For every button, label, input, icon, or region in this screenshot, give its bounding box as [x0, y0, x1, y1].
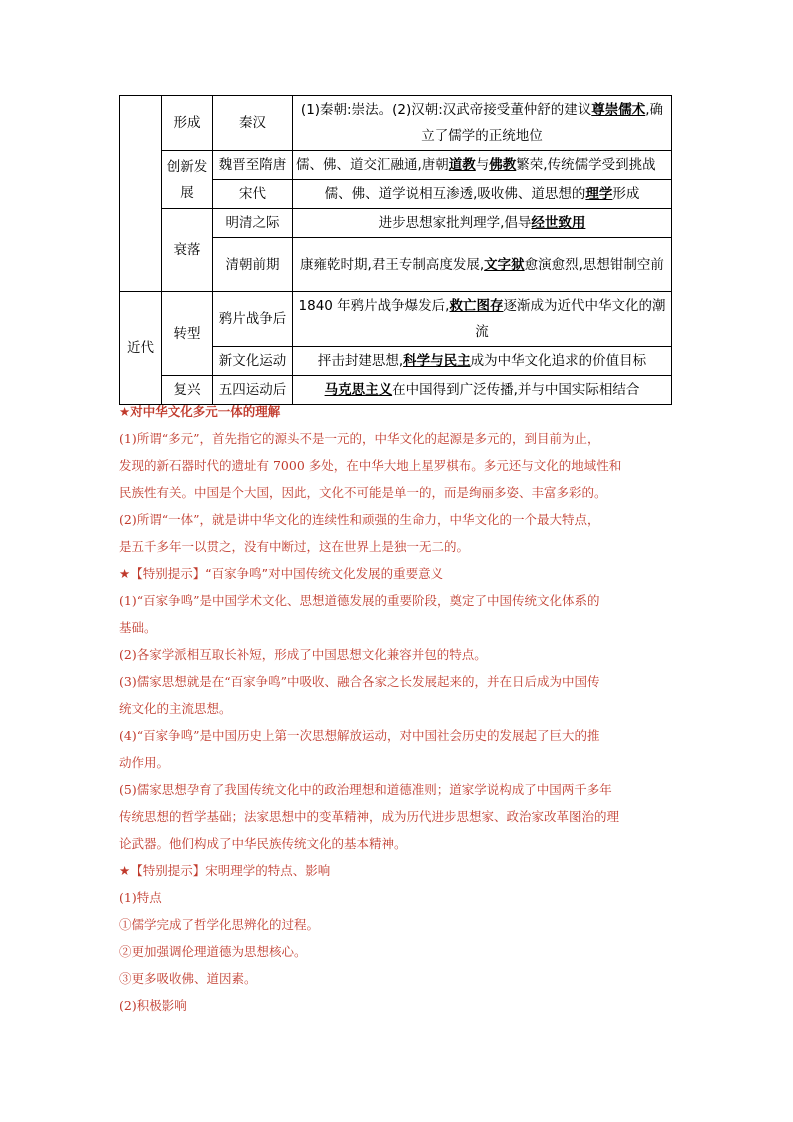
period-cell: 近代	[120, 292, 162, 405]
era-cell: 鸦片战争后	[213, 292, 293, 347]
stage-cell: 转型	[162, 292, 213, 376]
era-cell: 清朝前期	[213, 238, 293, 292]
content-cell: 1840 年鸦片战争爆发后,救亡图存逐渐成为近代中华文化的潮流	[293, 292, 672, 347]
note-line: (2)积极影响	[119, 998, 187, 1013]
content-cell: 抨击封建思想,科学与民主成为中华文化追求的价值目标	[293, 347, 672, 376]
note-line: (4)“百家争鸣”是中国历史上第一次思想解放运动，对中国社会历史的发展起了巨大的推	[119, 728, 600, 743]
table-row	[120, 151, 672, 180]
table-row	[120, 209, 672, 238]
content-cell: (1)秦朝:崇法。(2)汉朝:汉武帝接受董仲舒的建议尊崇儒术,确立了儒学的正统地位	[293, 96, 672, 151]
era-cell: 宋代	[213, 180, 293, 209]
note-line: 论武器。他们构成了中华民族传统文化的基本精神。	[119, 836, 407, 851]
period-cell	[120, 96, 162, 292]
section-heading: ★【特别提示】“百家争鸣”对中国传统文化发展的重要意义	[119, 566, 444, 581]
note-line: ①儒学完成了哲学化思辨化的过程。	[119, 917, 320, 932]
content-cell: 马克思主义在中国得到广泛传播,并与中国实际相结合	[293, 376, 672, 405]
era-cell: 魏晋至隋唐	[213, 151, 293, 180]
history-table	[119, 95, 672, 405]
note-line: (2)各家学派相互取长补短，形成了中国思想文化兼容并包的特点。	[119, 647, 487, 662]
note-line: (3)儒家思想就是在“百家争鸣”中吸收、融合各家之长发展起来的，并在日后成为中国传	[119, 674, 600, 689]
note-line: 民族性有关。中国是个大国，因此，文化不可能是单一的，而是绚丽多姿、丰富多彩的。	[119, 485, 607, 500]
era-cell: 五四运动后	[213, 376, 293, 405]
content-cell: 儒、佛、道交汇融通,唐朝道教与佛教繁荣,传统儒学受到挑战	[293, 151, 672, 180]
note-line: 动作用。	[119, 755, 170, 770]
note-line: (2)所谓“一体”，就是讲中华文化的连续性和顽强的生命力，中华文化的一个最大特点，	[119, 512, 600, 527]
era-cell: 明清之际	[213, 209, 293, 238]
content-cell: 康雍乾时期,君王专制高度发展,文字狱愈演愈烈,思想钳制空前	[293, 238, 672, 292]
era-cell: 新文化运动	[213, 347, 293, 376]
section-heading: ★对中华文化多元一体的理解	[119, 404, 281, 419]
note-line: 传统思想的哲学基础；法家思想中的变革精神，成为历代进步思想家、政治家改革图治的理	[119, 809, 620, 824]
table-row	[120, 292, 672, 347]
era-cell: 秦汉	[213, 96, 293, 151]
stage-cell: 衰落	[162, 209, 213, 292]
note-line: 基础。	[119, 620, 157, 635]
note-line: ②更加强调伦理道德为思想核心。	[119, 944, 307, 959]
note-line: (1)特点	[119, 890, 162, 905]
note-line: (1)“百家争鸣”是中国学术文化、思想道德发展的重要阶段，奠定了中国传统文化体系的	[119, 593, 600, 608]
note-line: 统文化的主流思想。	[119, 701, 232, 716]
note-line: ③更多吸收佛、道因素。	[119, 971, 257, 986]
content-cell: 进步思想家批判理学,倡导经世致用	[293, 209, 672, 238]
table-row	[120, 96, 672, 151]
note-line: 是五千多年一以贯之，没有中断过，这在世界上是独一无二的。	[119, 539, 470, 554]
stage-cell: 创新发展	[162, 151, 213, 209]
notes-section	[119, 398, 679, 1019]
stage-cell: 形成	[162, 96, 213, 151]
note-line: (1)所谓“多元”，首先指它的源头不是一元的，中华文化的起源是多元的，到目前为止，	[119, 431, 600, 446]
note-line: (5)儒家思想孕育了我国传统文化中的政治理想和道德准则；道家学说构成了中国两千多年	[119, 782, 612, 797]
stage-cell: 复兴	[162, 376, 213, 405]
section-heading: ★【特别提示】宋明理学的特点、影响	[119, 863, 331, 878]
note-line: 发现的新石器时代的遗址有 7000 多处，在中华大地上星罗棋布。多元还与文化的地域性和	[119, 458, 622, 473]
content-cell: 儒、佛、道学说相互渗透,吸收佛、道思想的理学形成	[293, 180, 672, 209]
